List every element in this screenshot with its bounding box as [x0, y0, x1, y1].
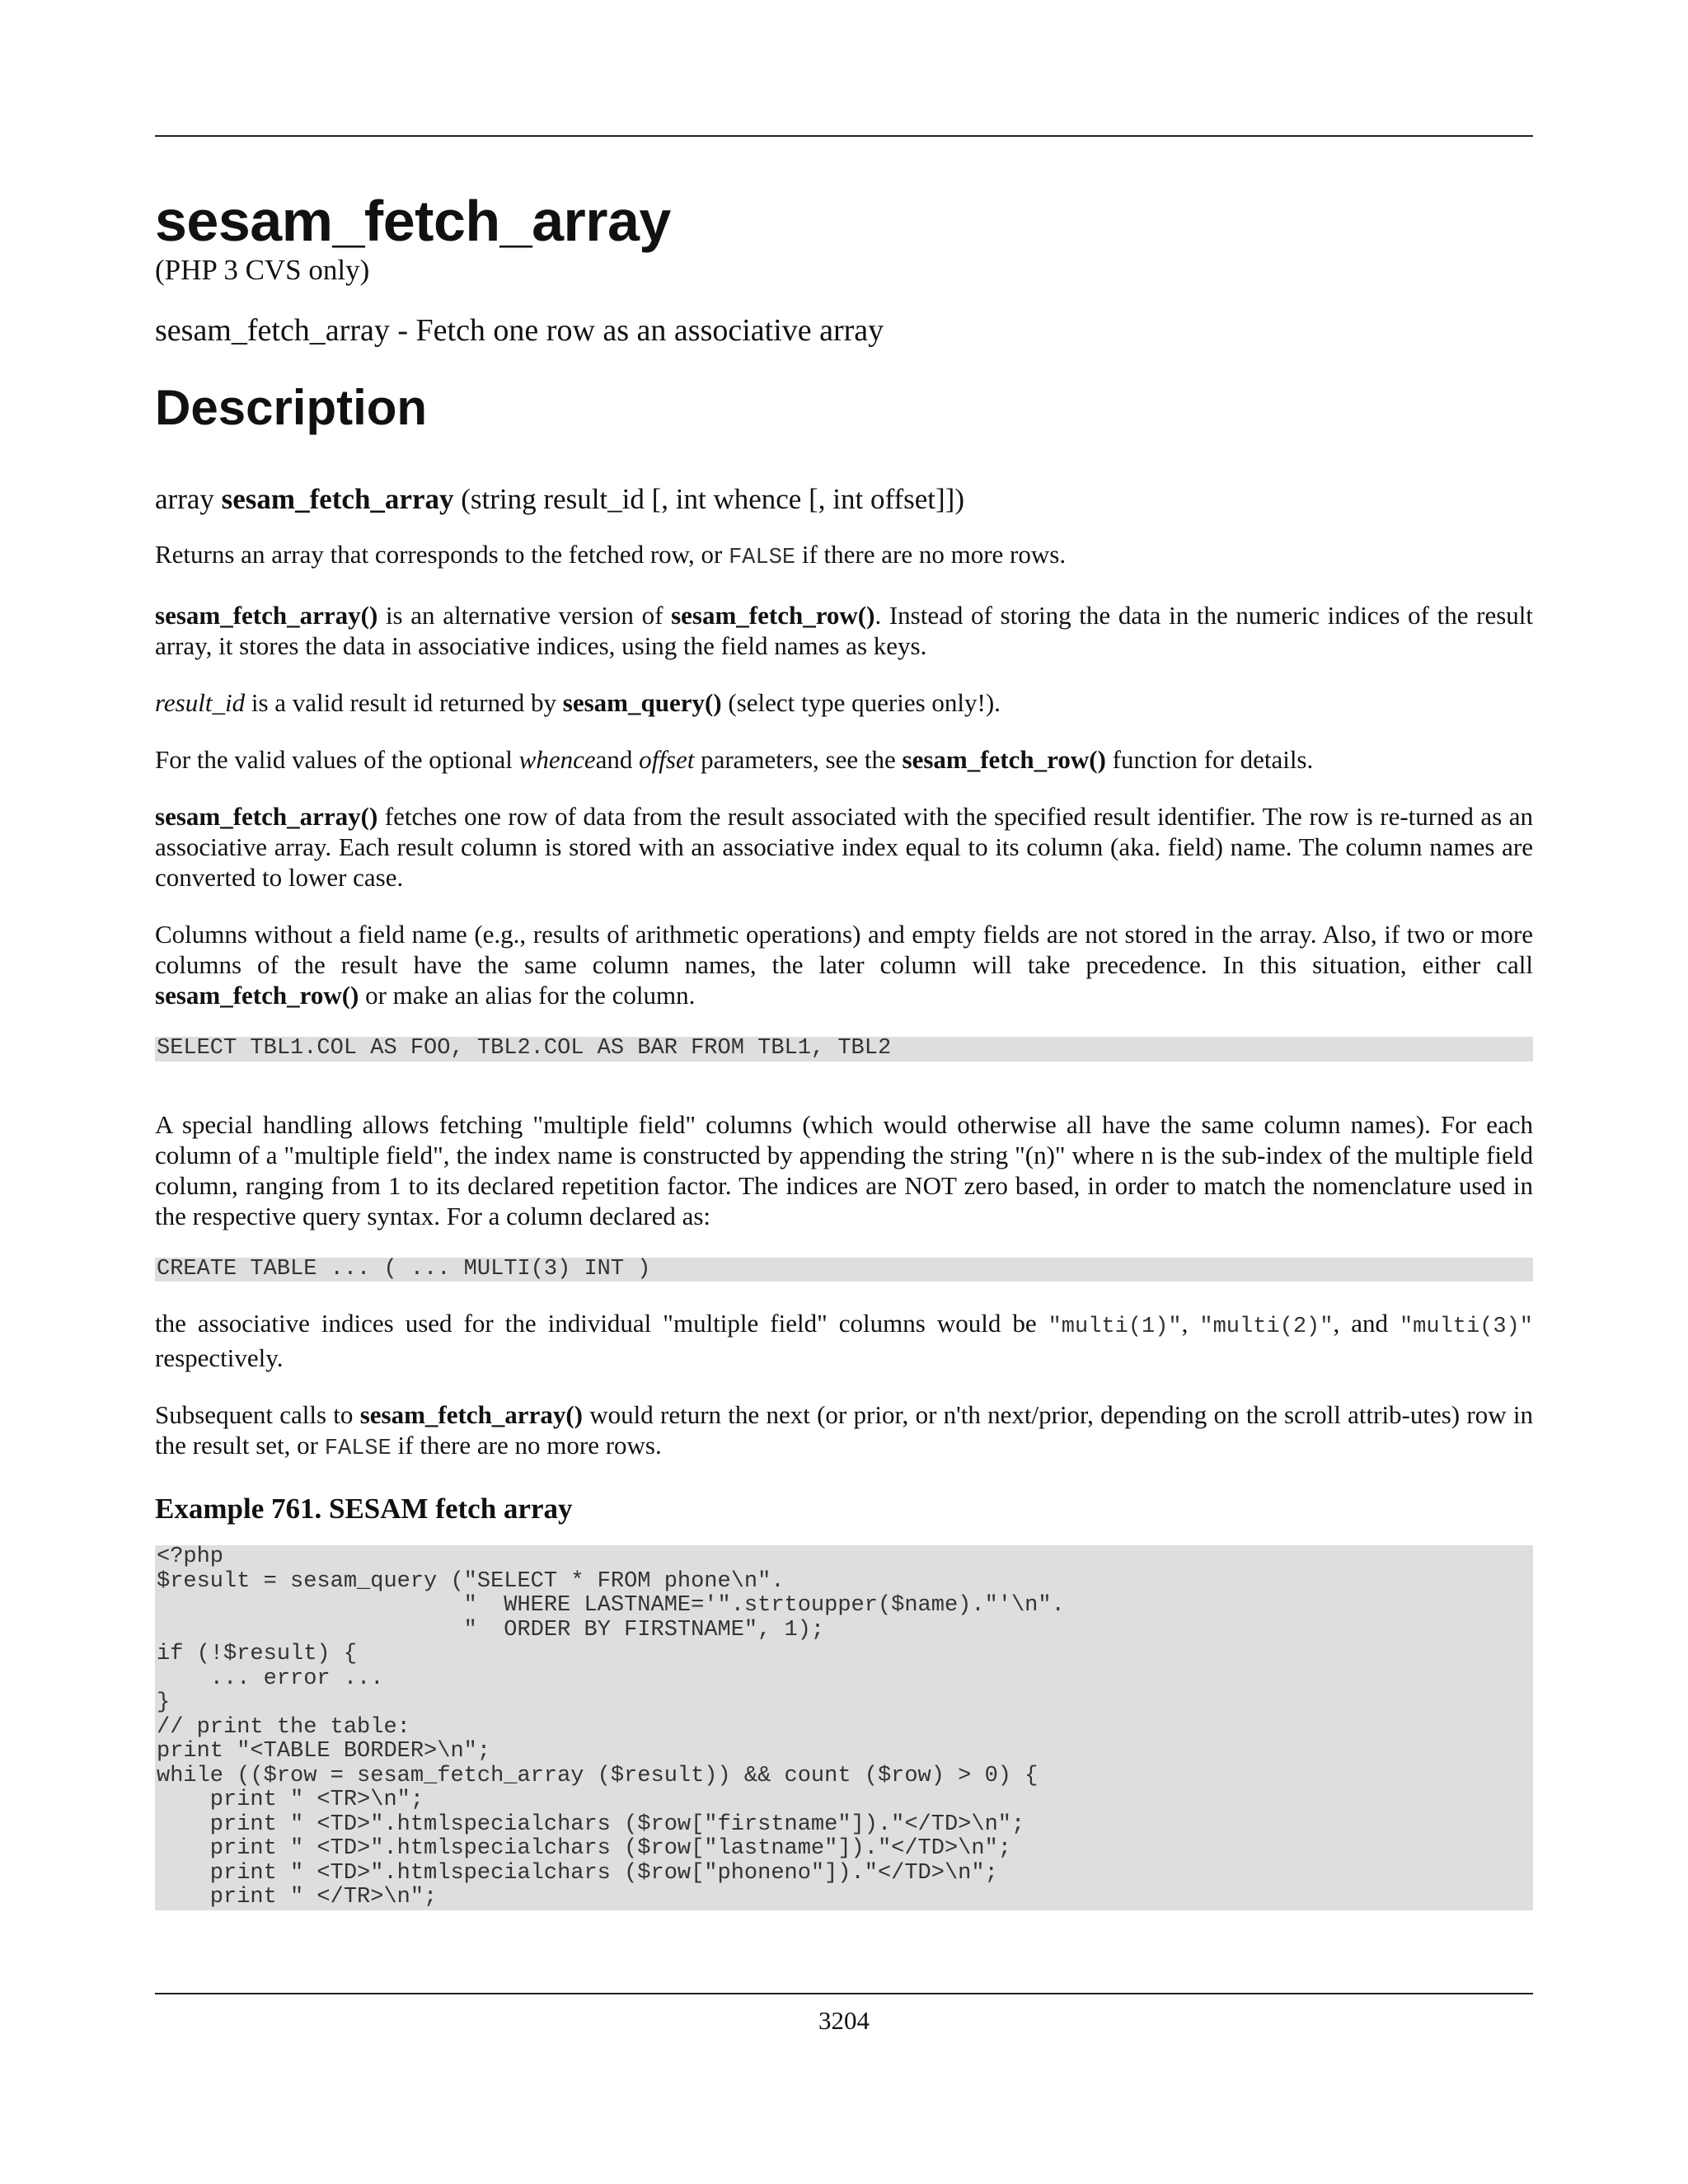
index-literal: "multi(3)" [1399, 1315, 1533, 1339]
availability-note: (PHP 3 CVS only) [155, 254, 370, 286]
header-rule [155, 135, 1533, 137]
text: and [595, 745, 640, 774]
function-ref: sesam_fetch_array() [359, 1400, 583, 1429]
footer-rule [155, 1993, 1533, 1994]
text: is a valid result id returned by [245, 688, 563, 717]
example-title: Example 761. SESAM fetch array [155, 1493, 573, 1525]
text: (select type queries only!). [721, 688, 1001, 717]
synopsis-function-name: sesam_fetch_array [221, 483, 454, 515]
paragraph-columns [155, 919, 1533, 1010]
false-constant: FALSE [324, 1436, 392, 1461]
paragraph-result-id [155, 687, 1533, 718]
refname-purpose: sesam_fetch_array - Fetch one row as an associative array [155, 313, 884, 348]
text: if there are no more rows. [391, 1431, 662, 1460]
text: parameters, see the [694, 745, 903, 774]
text: function for details. [1105, 745, 1314, 774]
code-block-create-table: CREATE TABLE ... ( ... MULTI(3) INT ) [155, 1258, 1533, 1282]
text: respectively. [155, 1343, 284, 1372]
text: Returns an array that corresponds to the fetched row, or [155, 540, 729, 569]
paragraph-returns [155, 539, 1533, 574]
parameter-name: offset [639, 745, 695, 774]
page-number: 3204 [818, 2006, 870, 2035]
index-literal: "multi(1)" [1048, 1315, 1182, 1339]
text: the associative indices used for the individual "multiple field" columns would be [155, 1309, 1048, 1338]
text: Columns without a field name (e.g., results of arithmetic operations) and empty fields are not stored in the array. Also, if two or more columns of the result have the same column names, the later column will take precedence. In this situation, either call [155, 920, 1533, 979]
function-ref: sesam_fetch_row() [155, 981, 359, 1010]
page-title: sesam_fetch_array [155, 189, 671, 253]
function-ref: sesam_fetch_row() [671, 601, 875, 630]
text: , [1181, 1309, 1200, 1338]
text: Subsequent calls to [155, 1400, 360, 1429]
synopsis-return-type: array [155, 483, 222, 515]
parameter-name: whence [518, 745, 596, 774]
example-code-block: <?php $result = sesam_query ("SELECT * FROM phone\n". " WHERE LASTNAME='".strtoupper($name)."'\n". " ORDER BY FIRSTNAME", 1); if (!$result) { ... error ... } // print the table: print "<TABLE BORDER>\n"; while (($row = sesam_fetch_array ($result)) && count ($row) > 0) { print " <TR>\n"; print " <TD>".htmlspecialchars ($row["firstname"])."</TD>\n"; print " <TD>".htmlspecialchars ($row["lastname"])."</TD>\n"; print " <TD>".htmlspecialchars ($row["phoneno"])."</TD>\n"; print " </TR>\n"; [155, 1545, 1533, 1910]
paragraph-multiple-field [155, 1109, 1533, 1231]
text: . Instead of storing the data in the numeric indices of the result array, it stores the data in associative indices, using the field names as keys. [155, 601, 1533, 660]
page-content [155, 188, 1533, 1937]
description-heading: Description [155, 380, 428, 435]
function-ref: sesam_fetch_array() [155, 802, 378, 831]
text: fetches one row of data from the result associated with the specified result identifier. The row is re-turned as an associative array. Each result column is stored with an associative index equal to its column (aka. field) name. The column names are converted to lower case. [155, 802, 1533, 892]
text: is an alternative version of [377, 601, 672, 630]
synopsis-params: (string result_id [, int whence [, int offset]]) [453, 483, 964, 515]
paragraph-associative-indices [155, 1308, 1533, 1373]
text: if there are no more rows. [795, 540, 1067, 569]
function-synopsis [155, 480, 1533, 519]
paragraph-subsequent-calls [155, 1399, 1533, 1465]
text: would return the next (or prior, or n'th next/prior, depending on the scroll attrib-utes) row in the result set, or [155, 1400, 1534, 1460]
function-ref: sesam_fetch_array() [155, 601, 378, 630]
false-constant: FALSE [729, 546, 796, 570]
text: A special handling allows fetching "multiple field" columns (which would otherwise all have the same column names). For each column of a "multiple field", the index name is constructed by appending the string "(n)" where n is the sub-index of the multiple field column, ranging from 1 to its declared repetition factor. The indices are NOT zero based, in order to match the nomenclature used in the respective query syntax. For a column declared as: [155, 1109, 1533, 1230]
code-block-select: SELECT TBL1.COL AS FOO, TBL2.COL AS BAR FROM TBL1, TBL2 [155, 1037, 1533, 1062]
paragraph-fetches-row [155, 801, 1533, 893]
parameter-name: result_id [155, 688, 246, 717]
function-ref: sesam_query() [562, 688, 722, 717]
index-literal: "multi(2)" [1199, 1315, 1334, 1339]
text: , and [1333, 1309, 1400, 1338]
paragraph-alternative [155, 600, 1533, 661]
text: For the valid values of the optional [155, 745, 519, 774]
text: or make an alias for the column. [359, 981, 696, 1010]
paragraph-whence-offset [155, 744, 1533, 775]
function-ref: sesam_fetch_row() [902, 745, 1106, 774]
